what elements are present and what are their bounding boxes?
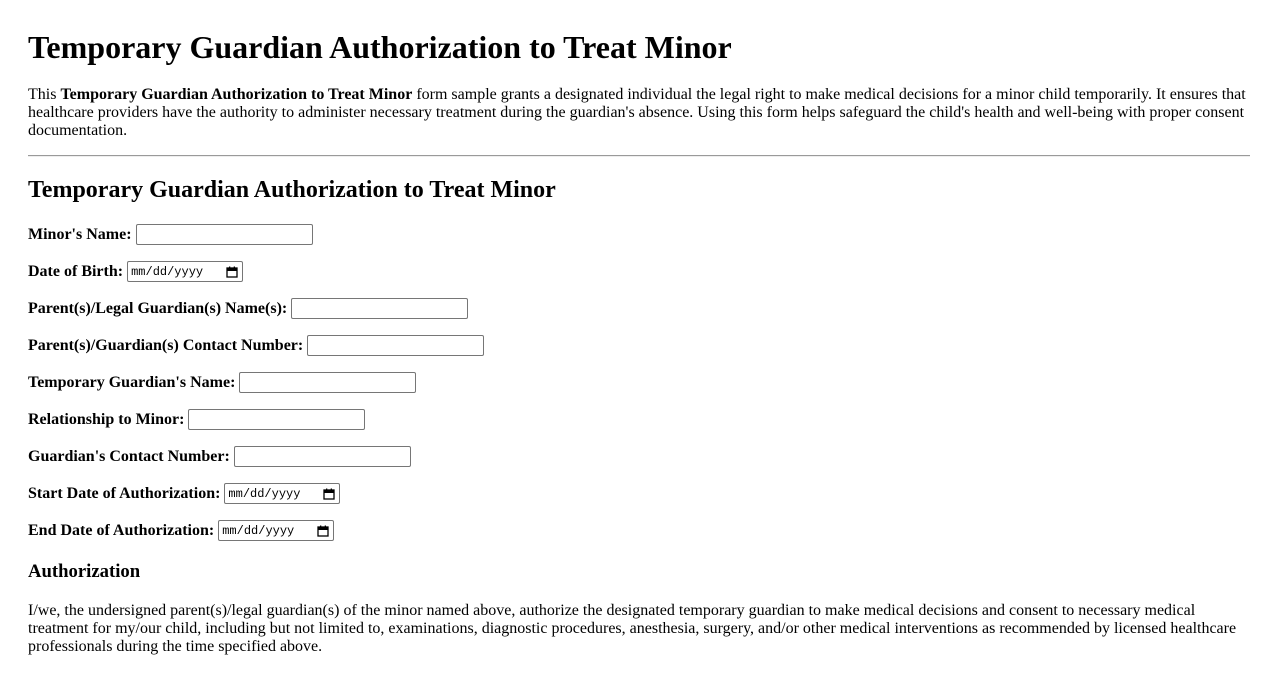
start-date-date-input[interactable] [224, 483, 340, 504]
parent-names-label: Parent(s)/Legal Guardian(s) Name(s): [28, 299, 288, 317]
start-date-label: Start Date of Authorization: [28, 484, 221, 502]
temporary-guardian-name-input[interactable] [239, 372, 416, 393]
intro-suffix: form sample grants a designated individual the legal right to make medical decisions for a minor child temporarily. It ensures that healthcare providers have the authority to administer necessary treatment during the guardian's absence. Using this form helps safeguard the child's health and well-being with proper consent documentation. [28, 86, 1246, 139]
date-placeholder: mm/dd/yyyy [222, 523, 295, 538]
calendar-icon[interactable] [323, 488, 335, 500]
divider [28, 155, 1250, 157]
page-title: Temporary Guardian Authorization to Treat Minor [28, 29, 732, 65]
minor-name-label: Minor's Name: [28, 225, 132, 243]
parent-contact-number-label: Parent(s)/Guardian(s) Contact Number: [28, 336, 304, 354]
form-title: Temporary Guardian Authorization to Treat Minor [28, 177, 556, 203]
date-placeholder: mm/dd/yyyy [131, 264, 204, 279]
field-row-temporary-guardian-name [28, 372, 1250, 393]
intro-prefix: This [28, 86, 61, 103]
relationship-to-minor-input[interactable] [188, 409, 365, 430]
calendar-icon[interactable] [226, 266, 238, 278]
field-row-parent-names [28, 298, 1250, 319]
authorization-heading: Authorization [28, 561, 141, 582]
date-placeholder: mm/dd/yyyy [228, 486, 301, 501]
minor-name-input[interactable] [136, 224, 313, 245]
field-row-minor-name [28, 224, 1250, 245]
field-row-end-date [28, 520, 1250, 541]
authorization-text: I/we, the undersigned parent(s)/legal guardian(s) of the minor named above, authorize the designated temporary guardian to make medical decisions and consent to necessary medical treatment for my/our child, including but not limited to, examinations, diagnostic procedures, anesthesia, surgery, and/or other medical interventions as recommended by licensed healthcare professionals during the time specified above. [28, 602, 1237, 655]
end-date-date-input[interactable] [218, 520, 334, 541]
form-fields [28, 224, 1250, 541]
temporary-guardian-name-label: Temporary Guardian's Name: [28, 373, 236, 391]
intro-bold-title: Temporary Guardian Authorization to Treat Minor [60, 86, 413, 103]
guardian-contact-number-input[interactable] [234, 446, 411, 467]
field-row-date-of-birth [28, 261, 1250, 282]
parent-names-input[interactable] [291, 298, 468, 319]
calendar-icon[interactable] [317, 525, 329, 537]
date-of-birth-date-input[interactable] [127, 261, 243, 282]
date-of-birth-label: Date of Birth: [28, 262, 124, 280]
end-date-label: End Date of Authorization: [28, 521, 215, 539]
intro-paragraph [28, 86, 1250, 140]
guardian-contact-number-label: Guardian's Contact Number: [28, 447, 230, 465]
field-row-parent-contact-number [28, 335, 1250, 356]
relationship-to-minor-label: Relationship to Minor: [28, 410, 185, 428]
field-row-start-date [28, 483, 1250, 504]
field-row-relationship-to-minor [28, 409, 1250, 430]
parent-contact-number-input[interactable] [307, 335, 484, 356]
field-row-guardian-contact-number [28, 446, 1250, 467]
